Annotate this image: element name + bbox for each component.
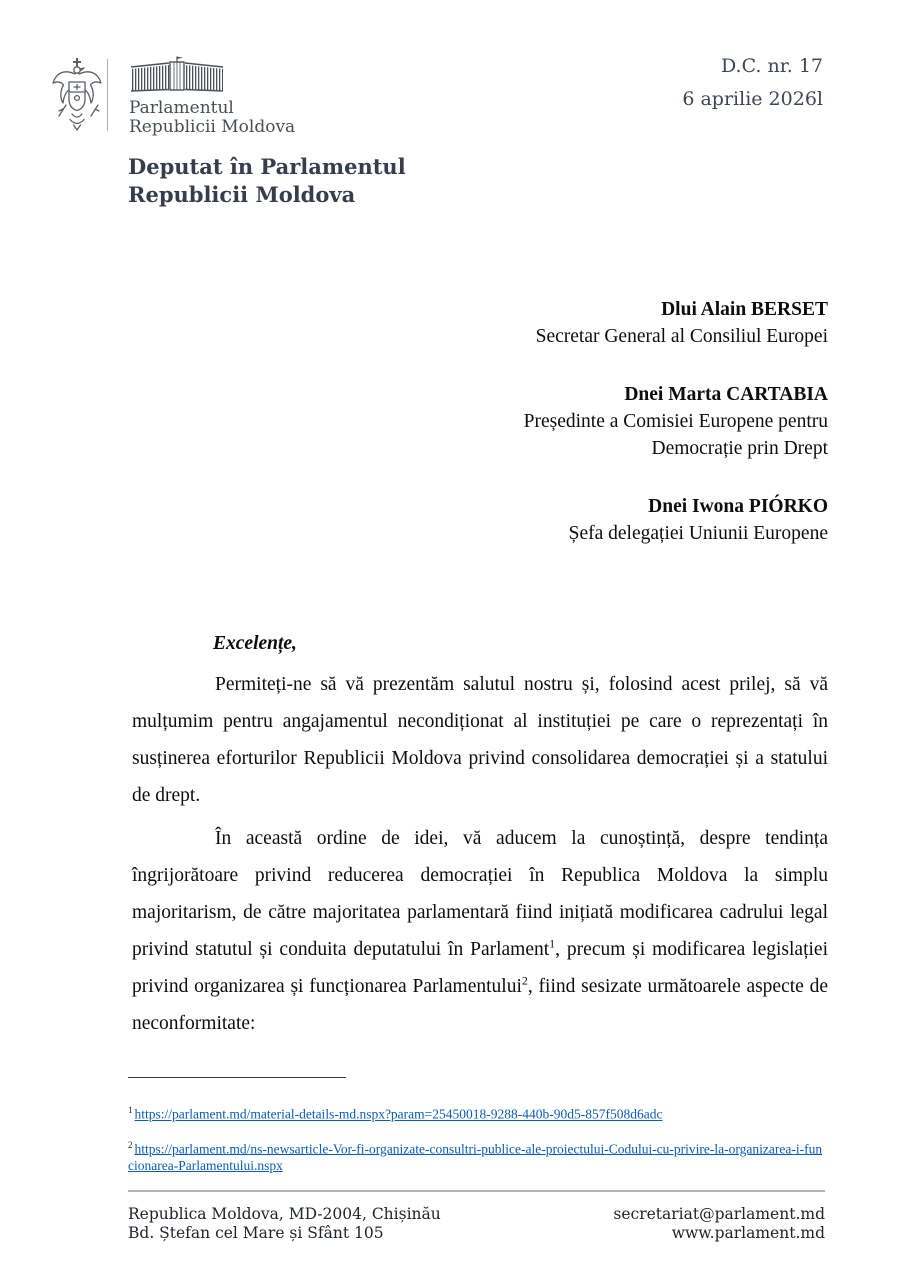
footnote-link-2[interactable]: https://parlament.md/ns-newsarticle-Vor-fi-organizate-consultri-publice-ale-proiectului-Codului-cu-privire-la-organizarea-i-funcionarea-Parlamentului.nspx	[128, 1141, 823, 1173]
recipient-title: Șefa delegației Uniunii Europene	[568, 523, 828, 544]
org-name-line2: Republicii Moldova	[129, 117, 296, 137]
body-paragraph-1: Permiteți-ne să vă prezentăm salutul nostru și, folosind acest prilej, să vă mulțumim pentru angajamentul necondiționat al instituției pe care o reprezentați în susținerea eforturilor Republicii Moldova privind consolidarea democrației și a statului de drept.	[132, 674, 828, 806]
org-block	[129, 56, 295, 137]
recipients-block	[128, 296, 828, 547]
sender-title-line2: Republicii Moldova	[128, 182, 356, 207]
recipient-name: Dlui Alain BERSET	[661, 299, 828, 320]
paragraph2-text: În această ordine de idei, vă aducem la cunoștință, despre tendința îngrijorătoare privind reducerea democrației în Republica Moldova la simplu majoritarism, de către majoritatea parlamentară fiind inițiată modificarea cadrului legal privind statutul și conduita deputatului în Parlament	[132, 828, 828, 960]
doc-date: 6 aprilie 2026l	[682, 88, 823, 110]
parliament-building-icon	[129, 56, 225, 94]
footnote-1	[128, 1102, 828, 1123]
paragraph2-text: , fiind sesizate următoarele aspecte de neconformitate:	[132, 976, 829, 1034]
footer-address	[128, 1205, 441, 1243]
body-paragraph-2	[132, 820, 828, 1042]
footer-divider	[128, 1190, 825, 1192]
footer-website: www.parlament.md	[671, 1224, 825, 1242]
recipient-cartabia	[128, 381, 828, 462]
sender-title-line1: Deputat în Parlamentul	[128, 154, 406, 179]
footnote-marker: 1	[128, 1105, 133, 1115]
footnote-ref-2: 2	[521, 973, 528, 988]
footer-email: secretariat@parlament.md	[613, 1205, 825, 1223]
header-brand	[50, 56, 295, 137]
recipient-title: Președinte a Comisiei Europene pentru	[523, 411, 828, 432]
footer-address-line1: Republica Moldova, MD-2004, Chișinău	[128, 1205, 441, 1223]
footnote-marker: 2	[128, 1139, 133, 1150]
moldova-coat-of-arms-icon	[50, 56, 104, 134]
footnotes-section	[128, 1077, 828, 1188]
salutation: Excelențe,	[213, 633, 297, 654]
recipient-piorko	[128, 493, 828, 547]
recipient-berset	[128, 296, 828, 350]
footnote-2	[128, 1137, 828, 1175]
footer-address-line2: Bd. Ștefan cel Mare și Sfânt 105	[128, 1224, 384, 1242]
footnote-link-1[interactable]: https://parlament.md/material-details-md.nspx?param=25450018-9288-440b-90d5-857f508d6adc	[134, 1106, 663, 1122]
page-footer	[128, 1190, 825, 1243]
brand-divider	[107, 59, 108, 131]
paragraph2-text: , precum și modificarea legislației privind organizarea și funcționarea Parlamentului	[132, 939, 828, 997]
footnote-separator	[128, 1077, 346, 1078]
recipient-title: Secretar General al Consiliul Europei	[535, 326, 828, 347]
recipient-name: Dnei Marta CARTABIA	[624, 384, 828, 405]
recipient-title: Democrație prin Drept	[651, 438, 828, 459]
doc-number: D.C. nr. 17	[720, 55, 823, 77]
sender-title	[128, 153, 406, 209]
recipient-name: Dnei Iwona PIÓRKO	[648, 496, 828, 517]
letter-body	[132, 630, 828, 1042]
org-name-line1: Parlamentul	[129, 98, 234, 118]
footnote-ref-1: 1	[549, 936, 556, 951]
footer-contacts	[613, 1205, 825, 1243]
doc-meta	[682, 50, 823, 116]
